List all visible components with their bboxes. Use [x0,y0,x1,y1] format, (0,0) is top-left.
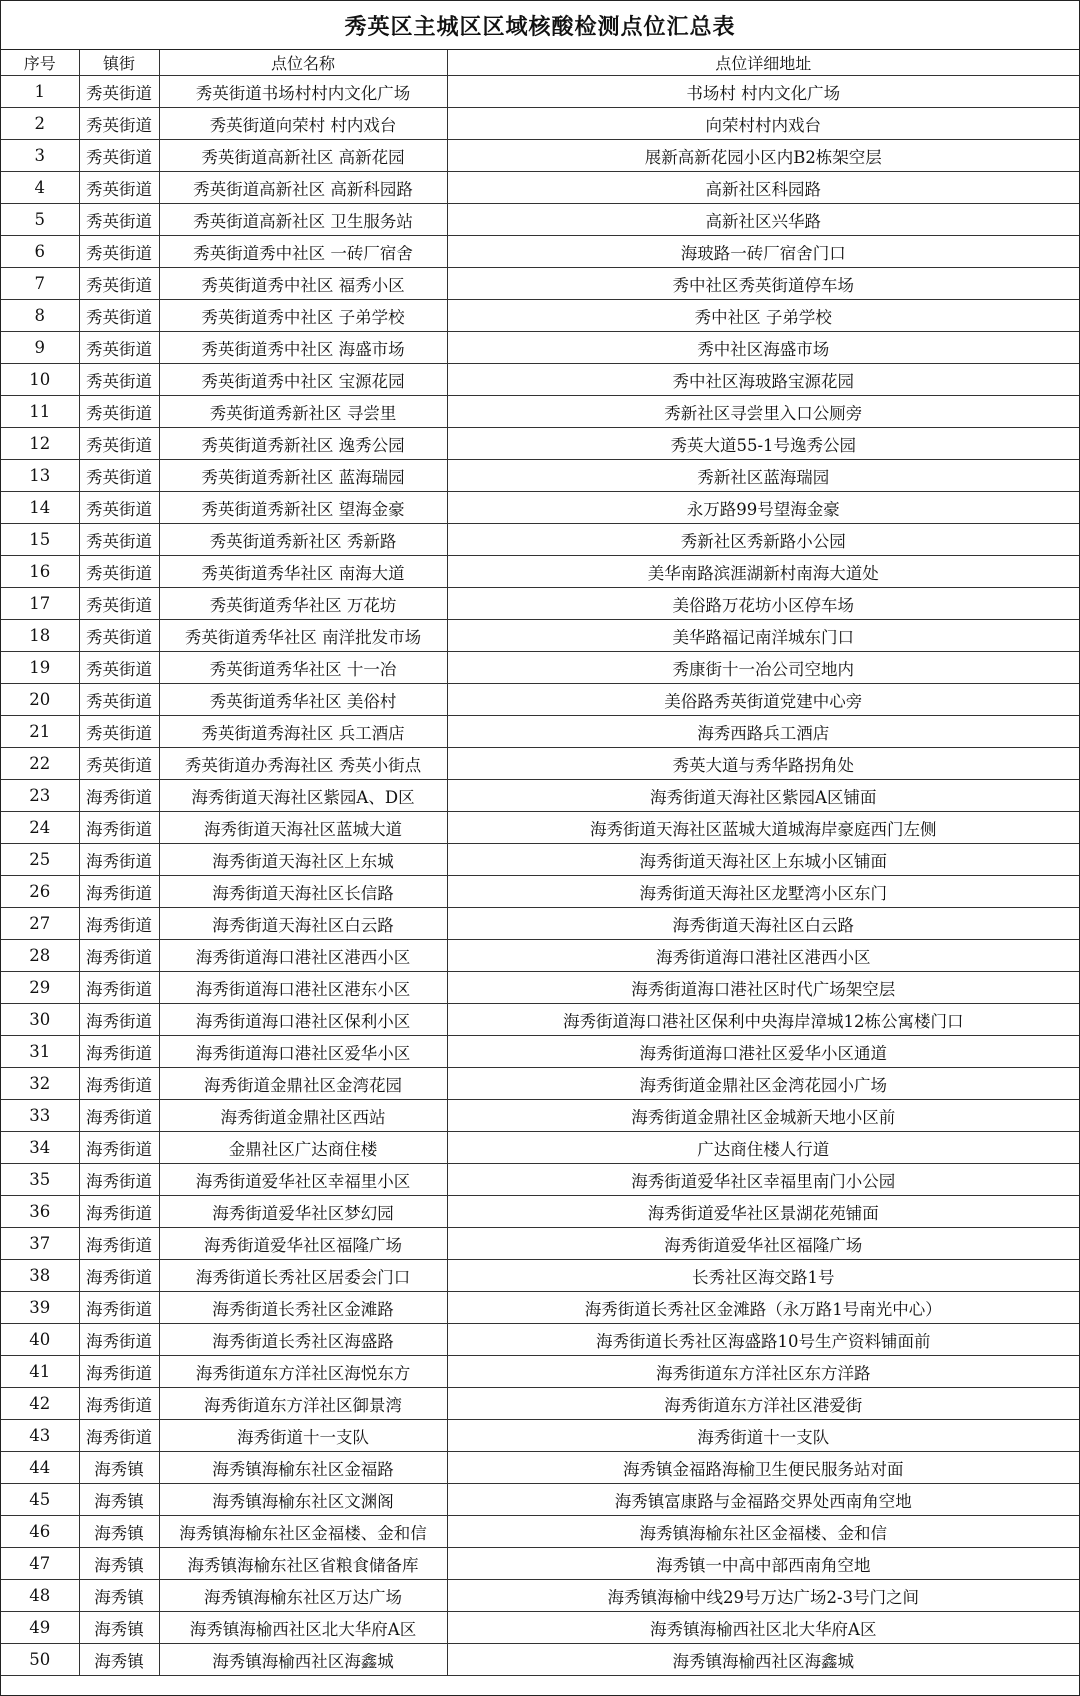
serial-cell: 15 [1,524,79,556]
serial-cell: 3 [1,140,79,172]
site-name-cell: 海秀街道天海社区蓝城大道 [159,812,447,844]
town-street-cell: 秀英街道 [79,556,159,588]
table-row [1,1356,1079,1388]
site-address-cell: 海秀街道海口港社区爱华小区通道 [447,1036,1079,1068]
serial-cell: 35 [1,1164,79,1196]
town-street-cell: 秀英街道 [79,140,159,172]
site-address-cell: 海秀镇富康路与金福路交界处西南角空地 [447,1484,1079,1516]
serial-cell: 13 [1,460,79,492]
site-name-cell: 海秀街道长秀社区居委会门口 [159,1260,447,1292]
serial-cell: 28 [1,940,79,972]
serial-cell: 7 [1,268,79,300]
site-name-cell: 秀英街道秀华社区 南海大道 [159,556,447,588]
serial-cell: 4 [1,172,79,204]
site-name-cell: 海秀镇海榆西社区北大华府A区 [159,1612,447,1644]
serial-cell: 26 [1,876,79,908]
table-row [1,428,1079,460]
site-name-cell: 海秀街道长秀社区海盛路 [159,1324,447,1356]
serial-cell: 42 [1,1388,79,1420]
site-name-cell: 秀英街道秀华社区 美俗村 [159,684,447,716]
site-name-cell: 秀英街道秀华社区 万花坊 [159,588,447,620]
site-address-cell: 秀中社区海盛市场 [447,332,1079,364]
table-row [1,1324,1079,1356]
table-row [1,172,1079,204]
table-row [1,684,1079,716]
site-address-cell: 海秀街道十一支队 [447,1420,1079,1452]
table-row [1,1164,1079,1196]
table-row [1,492,1079,524]
serial-cell: 41 [1,1356,79,1388]
town-street-cell: 秀英街道 [79,684,159,716]
town-street-cell: 海秀镇 [79,1516,159,1548]
table-row [1,748,1079,780]
serial-cell: 21 [1,716,79,748]
serial-cell: 39 [1,1292,79,1324]
site-name-cell: 秀英街道秀中社区 福秀小区 [159,268,447,300]
serial-cell: 31 [1,1036,79,1068]
site-address-cell: 海秀街道爱华社区福隆广场 [447,1228,1079,1260]
site-name-cell: 海秀镇海榆东社区金福路 [159,1452,447,1484]
site-name-cell: 海秀镇海榆西社区海鑫城 [159,1644,447,1676]
site-address-cell: 海秀街道天海社区紫园A区铺面 [447,780,1079,812]
site-address-cell: 海秀镇一中高中部西南角空地 [447,1548,1079,1580]
table-row [1,1452,1079,1484]
site-address-cell: 海秀镇海榆西社区海鑫城 [447,1644,1079,1676]
serial-cell: 48 [1,1580,79,1612]
site-address-cell: 海秀街道东方洋社区港爱街 [447,1388,1079,1420]
serial-cell: 22 [1,748,79,780]
site-address-cell: 海秀街道天海社区蓝城大道城海岸豪庭西门左侧 [447,812,1079,844]
town-street-cell: 海秀街道 [79,1260,159,1292]
site-address-cell: 海秀西路兵工酒店 [447,716,1079,748]
site-address-cell: 秀新社区秀新路小公园 [447,524,1079,556]
serial-cell: 20 [1,684,79,716]
town-street-cell: 海秀街道 [79,1292,159,1324]
table-row [1,204,1079,236]
table-row [1,1580,1079,1612]
town-street-cell: 秀英街道 [79,76,159,108]
table-row [1,716,1079,748]
town-street-cell: 秀英街道 [79,428,159,460]
site-address-cell: 海秀街道天海社区龙墅湾小区东门 [447,876,1079,908]
town-street-cell: 海秀街道 [79,876,159,908]
site-address-cell: 海秀街道海口港社区保利中央海岸漳城12栋公寓楼门口 [447,1004,1079,1036]
serial-cell: 6 [1,236,79,268]
sheet-title: 秀英区主城区区域核酸检测点位汇总表 [1,1,1079,50]
serial-cell: 16 [1,556,79,588]
site-name-cell: 海秀街道天海社区白云路 [159,908,447,940]
site-name-cell: 海秀镇海榆东社区金福楼、金和信 [159,1516,447,1548]
serial-cell: 14 [1,492,79,524]
town-street-cell: 秀英街道 [79,716,159,748]
table-row [1,588,1079,620]
table-row [1,652,1079,684]
site-name-cell: 秀英街道秀中社区 一砖厂宿舍 [159,236,447,268]
serial-cell: 23 [1,780,79,812]
table-row [1,1004,1079,1036]
serial-cell: 19 [1,652,79,684]
table-row [1,940,1079,972]
table-row [1,236,1079,268]
town-street-cell: 秀英街道 [79,396,159,428]
table-row [1,1420,1079,1452]
town-street-cell: 海秀镇 [79,1644,159,1676]
site-name-cell: 海秀街道海口港社区港东小区 [159,972,447,1004]
town-street-cell: 海秀街道 [79,1036,159,1068]
town-street-cell: 秀英街道 [79,364,159,396]
serial-cell: 46 [1,1516,79,1548]
site-address-cell: 海玻路一砖厂宿舍门口 [447,236,1079,268]
site-address-cell: 海秀街道长秀社区海盛路10号生产资料铺面前 [447,1324,1079,1356]
site-address-cell: 海秀街道东方洋社区东方洋路 [447,1356,1079,1388]
header-town-street: 镇街 [79,50,159,76]
site-address-cell: 海秀街道天海社区白云路 [447,908,1079,940]
table-row [1,460,1079,492]
serial-cell: 44 [1,1452,79,1484]
serial-cell: 24 [1,812,79,844]
table-row [1,396,1079,428]
town-street-cell: 秀英街道 [79,300,159,332]
site-name-cell: 秀英街道高新社区 高新科园路 [159,172,447,204]
town-street-cell: 海秀街道 [79,1164,159,1196]
town-street-cell: 秀英街道 [79,620,159,652]
table-row [1,1516,1079,1548]
table-row [1,140,1079,172]
serial-cell: 43 [1,1420,79,1452]
header-serial: 序号 [1,50,79,76]
table-row [1,1132,1079,1164]
table-row [1,908,1079,940]
serial-cell: 45 [1,1484,79,1516]
table-row [1,1484,1079,1516]
site-name-cell: 秀英街道秀中社区 海盛市场 [159,332,447,364]
site-name-cell: 海秀街道十一支队 [159,1420,447,1452]
town-street-cell: 海秀街道 [79,1132,159,1164]
town-street-cell: 秀英街道 [79,268,159,300]
serial-cell: 18 [1,620,79,652]
site-name-cell: 金鼎社区广达商住楼 [159,1132,447,1164]
site-name-cell: 海秀街道天海社区长信路 [159,876,447,908]
site-name-cell: 秀英街道秀中社区 子弟学校 [159,300,447,332]
site-name-cell: 秀英街道秀新社区 望海金豪 [159,492,447,524]
site-address-cell: 海秀街道天海社区上东城小区铺面 [447,844,1079,876]
serial-cell: 36 [1,1196,79,1228]
site-address-cell: 向荣村村内戏台 [447,108,1079,140]
town-street-cell: 海秀镇 [79,1452,159,1484]
site-name-cell: 秀英街道秀新社区 逸秀公园 [159,428,447,460]
site-address-cell: 海秀街道金鼎社区金城新天地小区前 [447,1100,1079,1132]
site-name-cell: 秀英街道向荣村 村内戏台 [159,108,447,140]
town-street-cell: 秀英街道 [79,172,159,204]
town-street-cell: 海秀镇 [79,1548,159,1580]
site-address-cell: 广达商住楼人行道 [447,1132,1079,1164]
site-address-cell: 高新社区兴华路 [447,204,1079,236]
serial-cell: 47 [1,1548,79,1580]
town-street-cell: 海秀镇 [79,1580,159,1612]
site-name-cell: 秀英街道秀新社区 蓝海瑞园 [159,460,447,492]
town-street-cell: 海秀街道 [79,940,159,972]
serial-cell: 38 [1,1260,79,1292]
site-name-cell: 秀英街道秀华社区 南洋批发市场 [159,620,447,652]
site-address-cell: 海秀街道爱华社区幸福里南门小公园 [447,1164,1079,1196]
town-street-cell: 海秀街道 [79,972,159,1004]
table-row [1,300,1079,332]
table-row [1,1644,1079,1676]
header-row [1,50,1079,76]
table-row [1,268,1079,300]
site-name-cell: 海秀街道海口港社区港西小区 [159,940,447,972]
site-name-cell: 海秀街道天海社区紫园A、D区 [159,780,447,812]
town-street-cell: 海秀街道 [79,780,159,812]
site-name-cell: 海秀街道金鼎社区金湾花园 [159,1068,447,1100]
site-address-cell: 美华南路滨涯湖新村南海大道处 [447,556,1079,588]
serial-cell: 32 [1,1068,79,1100]
site-address-cell: 秀新社区蓝海瑞园 [447,460,1079,492]
site-name-cell: 秀英街道秀新社区 秀新路 [159,524,447,556]
table-row [1,556,1079,588]
site-name-cell: 海秀镇海榆东社区文渊阁 [159,1484,447,1516]
table-row [1,1612,1079,1644]
serial-cell: 11 [1,396,79,428]
site-address-cell: 秀英大道55-1号逸秀公园 [447,428,1079,460]
table-row [1,332,1079,364]
serial-cell: 25 [1,844,79,876]
town-street-cell: 海秀街道 [79,1420,159,1452]
town-street-cell: 秀英街道 [79,492,159,524]
site-name-cell: 秀英街道高新社区 高新花园 [159,140,447,172]
town-street-cell: 海秀街道 [79,1100,159,1132]
site-address-cell: 美华路福记南洋城东门口 [447,620,1079,652]
table-row [1,780,1079,812]
table-row [1,364,1079,396]
site-name-cell: 海秀街道爱华社区幸福里小区 [159,1164,447,1196]
site-name-cell: 海秀街道海口港社区爱华小区 [159,1036,447,1068]
table-row [1,1228,1079,1260]
serial-cell: 9 [1,332,79,364]
site-address-cell: 海秀镇海榆西社区北大华府A区 [447,1612,1079,1644]
town-street-cell: 秀英街道 [79,332,159,364]
serial-cell: 33 [1,1100,79,1132]
table-row [1,76,1079,108]
table-row [1,1100,1079,1132]
serial-cell: 49 [1,1612,79,1644]
site-name-cell: 秀英街道秀中社区 宝源花园 [159,364,447,396]
town-street-cell: 秀英街道 [79,204,159,236]
site-name-cell: 海秀街道天海社区上东城 [159,844,447,876]
table-row [1,812,1079,844]
site-address-cell: 秀中社区秀英街道停车场 [447,268,1079,300]
serial-cell: 29 [1,972,79,1004]
town-street-cell: 秀英街道 [79,524,159,556]
site-address-cell: 美俗路万花坊小区停车场 [447,588,1079,620]
town-street-cell: 海秀街道 [79,844,159,876]
town-street-cell: 秀英街道 [79,108,159,140]
site-name-cell: 海秀街道东方洋社区海悦东方 [159,1356,447,1388]
site-address-cell: 海秀街道海口港社区时代广场架空层 [447,972,1079,1004]
header-site-address: 点位详细地址 [447,50,1079,76]
table-body [1,76,1079,1676]
town-street-cell: 海秀街道 [79,908,159,940]
serial-cell: 2 [1,108,79,140]
town-street-cell: 海秀镇 [79,1612,159,1644]
site-name-cell: 海秀街道爱华社区梦幻园 [159,1196,447,1228]
site-address-cell: 展新高新花园小区内B2栋架空层 [447,140,1079,172]
town-street-cell: 海秀街道 [79,812,159,844]
serial-cell: 40 [1,1324,79,1356]
table-row [1,1068,1079,1100]
serial-cell: 10 [1,364,79,396]
table-row [1,1548,1079,1580]
table-row [1,620,1079,652]
serial-cell: 17 [1,588,79,620]
site-name-cell: 秀英街道秀新社区 寻尝里 [159,396,447,428]
table-row [1,1260,1079,1292]
site-address-cell: 书场村 村内文化广场 [447,76,1079,108]
header-site-name: 点位名称 [159,50,447,76]
town-street-cell: 海秀街道 [79,1324,159,1356]
serial-cell: 37 [1,1228,79,1260]
serial-cell: 30 [1,1004,79,1036]
serial-cell: 5 [1,204,79,236]
table-row [1,524,1079,556]
site-address-cell: 秀中社区 子弟学校 [447,300,1079,332]
town-street-cell: 海秀街道 [79,1004,159,1036]
serial-cell: 34 [1,1132,79,1164]
town-street-cell: 秀英街道 [79,652,159,684]
site-name-cell: 海秀街道长秀社区金滩路 [159,1292,447,1324]
town-street-cell: 秀英街道 [79,460,159,492]
site-address-cell: 秀英大道与秀华路拐角处 [447,748,1079,780]
town-street-cell: 海秀街道 [79,1356,159,1388]
table-row [1,972,1079,1004]
table-row [1,1196,1079,1228]
site-address-cell: 海秀镇海榆东社区金福楼、金和信 [447,1516,1079,1548]
site-name-cell: 秀英街道秀海社区 兵工酒店 [159,716,447,748]
table-row [1,1292,1079,1324]
site-name-cell: 海秀镇海榆东社区省粮食储备库 [159,1548,447,1580]
site-name-cell: 海秀街道金鼎社区西站 [159,1100,447,1132]
test-site-table [1,50,1079,1676]
site-address-cell: 秀新社区寻尝里入口公厕旁 [447,396,1079,428]
site-address-cell: 海秀街道长秀社区金滩路（永万路1号南光中心） [447,1292,1079,1324]
site-address-cell: 秀中社区海玻路宝源花园 [447,364,1079,396]
serial-cell: 8 [1,300,79,332]
site-address-cell: 永万路99号望海金豪 [447,492,1079,524]
town-street-cell: 海秀街道 [79,1068,159,1100]
site-name-cell: 海秀街道海口港社区保利小区 [159,1004,447,1036]
town-street-cell: 秀英街道 [79,588,159,620]
town-street-cell: 海秀镇 [79,1484,159,1516]
site-address-cell: 美俗路秀英街道党建中心旁 [447,684,1079,716]
serial-cell: 1 [1,76,79,108]
serial-cell: 12 [1,428,79,460]
site-name-cell: 海秀镇海榆东社区万达广场 [159,1580,447,1612]
town-street-cell: 秀英街道 [79,236,159,268]
serial-cell: 27 [1,908,79,940]
site-address-cell: 秀康街十一冶公司空地内 [447,652,1079,684]
site-address-cell: 长秀社区海交路1号 [447,1260,1079,1292]
town-street-cell: 秀英街道 [79,748,159,780]
site-name-cell: 秀英街道书场村村内文化广场 [159,76,447,108]
town-street-cell: 海秀街道 [79,1228,159,1260]
table-row [1,876,1079,908]
table-row [1,1388,1079,1420]
site-address-cell: 高新社区科园路 [447,172,1079,204]
site-name-cell: 秀英街道办秀海社区 秀英小街点 [159,748,447,780]
site-name-cell: 秀英街道高新社区 卫生服务站 [159,204,447,236]
site-address-cell: 海秀街道金鼎社区金湾花园小广场 [447,1068,1079,1100]
town-street-cell: 海秀街道 [79,1196,159,1228]
site-name-cell: 海秀街道东方洋社区御景湾 [159,1388,447,1420]
table-row [1,108,1079,140]
site-address-cell: 海秀街道海口港社区港西小区 [447,940,1079,972]
site-address-cell: 海秀镇海榆中线29号万达广场2-3号门之间 [447,1580,1079,1612]
town-street-cell: 海秀街道 [79,1388,159,1420]
site-name-cell: 秀英街道秀华社区 十一冶 [159,652,447,684]
serial-cell: 50 [1,1644,79,1676]
table-row [1,844,1079,876]
site-address-cell: 海秀街道爱华社区景湖花苑铺面 [447,1196,1079,1228]
site-address-cell: 海秀镇金福路海榆卫生便民服务站对面 [447,1452,1079,1484]
table-row [1,1036,1079,1068]
site-name-cell: 海秀街道爱华社区福隆广场 [159,1228,447,1260]
